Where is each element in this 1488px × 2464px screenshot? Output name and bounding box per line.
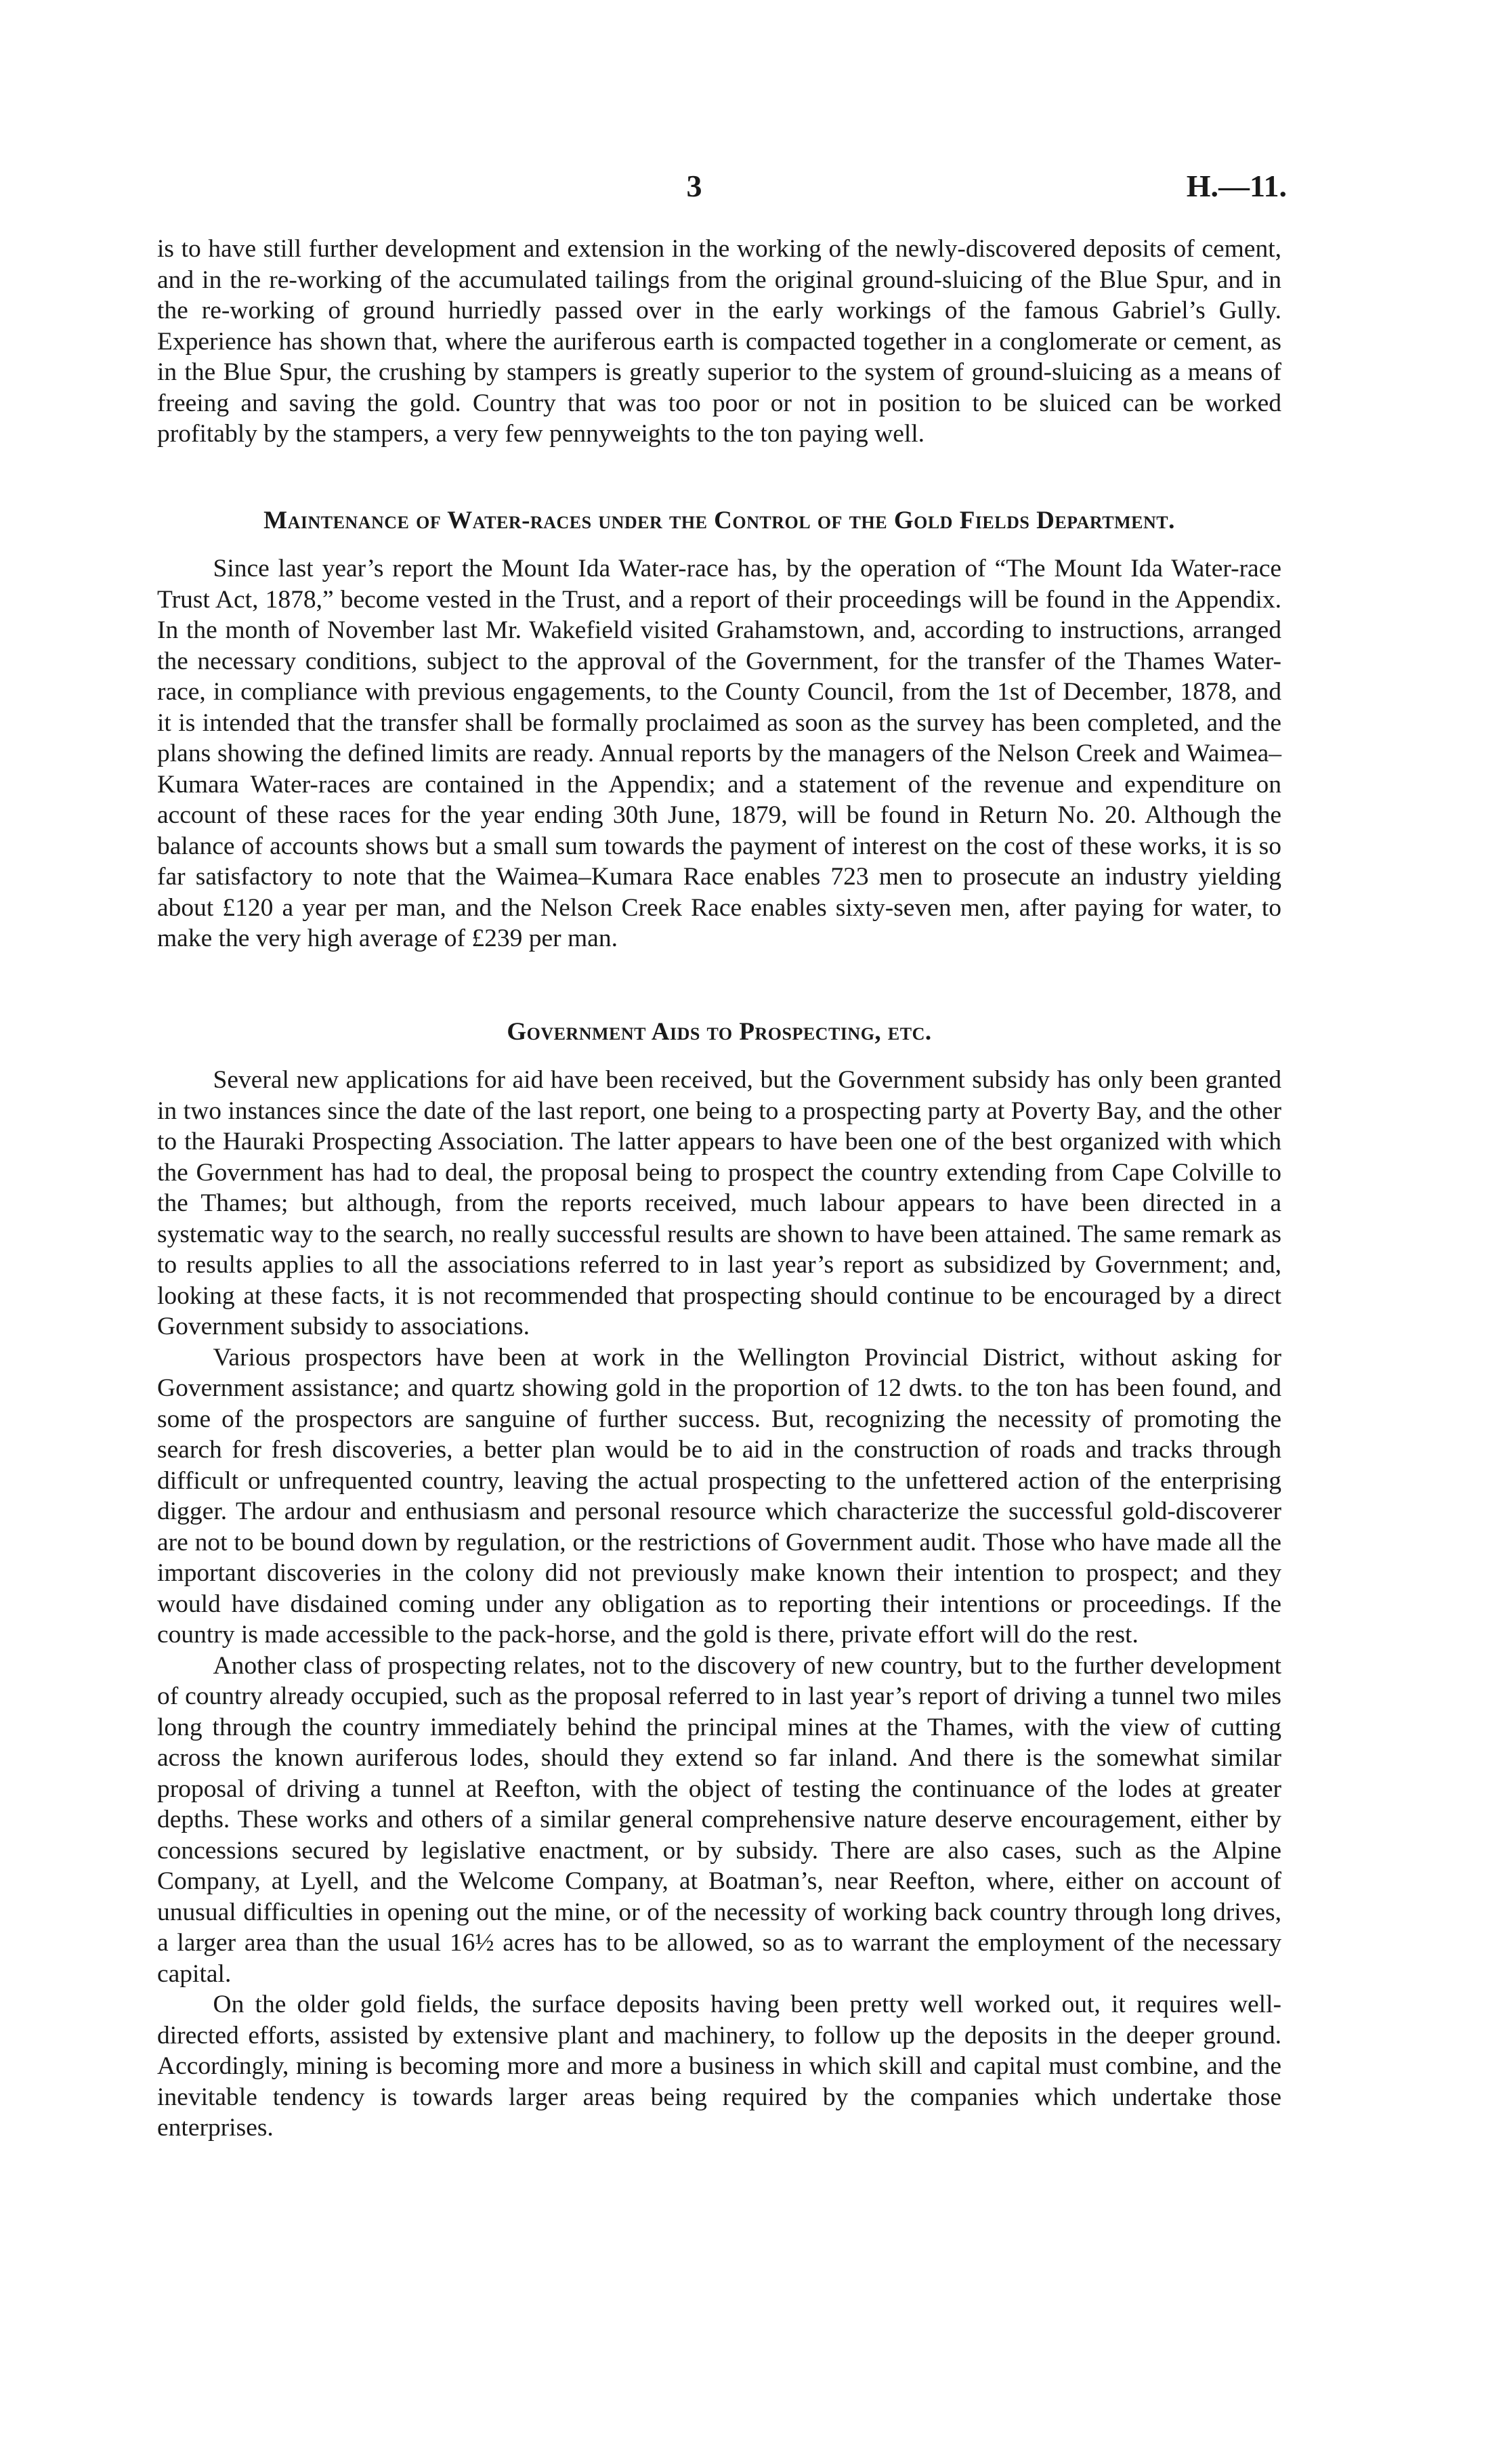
section-heading-prospecting: Government Aids to Prospecting, etc. bbox=[507, 1017, 932, 1046]
paragraph-water-races: Since last year’s report the Mount Ida Water-race has, by the operation of “The Mount Ida Water-race Trust Act, 1878,” become vested in the Trust, and a report of their proceedings will be found in the Appendix. In the month of November last Mr. Wakefield visited Grahamstown, and, according to instructions, arranged the necessary conditions, subject to the approval of the Government, for the transfer of the Thames Water-race, in compliance with previous engagements, to the County Council, from the 1st of December, 1878, and it is intended that the transfer shall be formally proclaimed as soon as the survey has been completed, and the plans showing the defined limits are ready. Annual reports by the managers of the Nelson Creek and Waimea–Kumara Water-races are contained in the Appendix; and a statement of the revenue and expenditure on account of these races for the year ending 30th June, 1879, will be found in Return No. 20. Although the balance of accounts shows but a small sum towards the payment of interest on the cost of these works, it is so far satisfactory to note that the Waimea–Kumara Race enables 723 men to prosecute an industry yielding about £120 a year per man, and the Nelson Creek Race enables sixty-seven men, after paying for water, to make the very high average of £239 per man. bbox=[157, 555, 1281, 952]
section-heading-water-races: Maintenance of Water-races under the Control of the Gold Fields Department. bbox=[263, 506, 1175, 534]
intro-paragraph: is to have still further development and extension in the working of the newly-discovered deposits of cement, and in the re-working of the accumulated tailings from the original ground-sluicing of the Blue Spur, and in the re-working of ground hurriedly passed over in the early workings of the famous Gabriel’s Gully. Experience has shown that, where the auriferous earth is compacted together in a conglomerate or cement, as in the Blue Spur, the crushing by stampers is greatly superior to the system of ground-sluicing as a means of freeing and saving the gold. Country that was too poor or not in position to be sluiced can be worked profitably by the stampers, a very few pennyweights to the ton paying well. bbox=[157, 235, 1281, 448]
paragraph-prospecting-4: On the older gold fields, the surface deposits having been pretty well worked out, it requires well-directed efforts, assisted by extensive plant and machinery, to follow up the deposits in the deeper ground. Accordingly, mining is becoming more and more a business in which skill and capital must combine, and the inevitable tendency is towards larger areas being required by the companies which undertake those enterprises. bbox=[157, 1991, 1281, 2142]
page-number: 3 bbox=[686, 169, 702, 203]
paragraph-prospecting-3: Another class of prospecting relates, not to the discovery of new country, but to the further development of country already occupied, such as the proposal referred to in last year’s report of driving a tunnel two miles long through the country immediately behind the principal mines at the Thames, with the view of cutting across the known auriferous lodes, should they extend so far inland. And there is the somewhat similar proposal of driving a tunnel at Reefton, with the object of testing the continuance of the lodes at greater depths. These works and others of a similar general comprehensive nature deserve encouragement, either by concessions secured by legislative enactment, or by subsidy. There are also cases, such as the Alpine Company, at Lyell, and the Welcome Company, at Boatman’s, near Reefton, where, either on account of unusual difficulties in opening out the mine, or of the necessity of working back country through long drives, a larger area than the usual 16½ acres has to be allowed, so as to warrant the employment of the necessary capital. bbox=[157, 1651, 1281, 1988]
paragraph-prospecting-1: Several new applications for aid have been received, but the Government subsidy has only been granted in two instances since the date of the last report, one being to a prospecting party at Poverty Bay, and the other to the Hauraki Prospecting Association. The latter appears to have been one of the best organized with which the Government has had to deal, the proposal being to prospect the country extending from Cape Colville to the Thames; but although, from the reports received, much labour appears to have been directed in a systematic way to the search, no really successful results are shown to have been attained. The same remark as to results applies to all the associations referred to in last year’s report as subsidized by Government; and, looking at these facts, it is not recommended that prospecting should continue to be encouraged by a direct Government subsidy to associations. bbox=[157, 1066, 1281, 1340]
body-text bbox=[157, 234, 1281, 2144]
paragraph-prospecting-2: Various prospectors have been at work in the Wellington Provincial District, without asking for Government assistance; and quartz showing gold in the proportion of 12 dwts. to the ton has been found, and some of the prospectors are sanguine of further success. But, recognizing the necessity of promoting the search for fresh discoveries, a better plan would be to aid in the construction of roads and tracks through difficult or unfrequented country, leaving the actual prospecting to the unfettered action of the enterprising digger. The ardour and enthusiasm and personal resource which characterize the successful gold-discoverer are not to be bound down by regulation, or the restrictions of Government audit. Those who have made all the important discoveries in the colony did not previously make known their intention to prospect; and they would have disdained coming under any obligation as to reporting their intentions or proceedings. If the country is made accessible to the pack-horse, and the gold is there, private effort will do the rest. bbox=[157, 1343, 1281, 1649]
document-reference: H.—11. bbox=[1186, 169, 1287, 203]
page-header bbox=[102, 168, 1287, 209]
